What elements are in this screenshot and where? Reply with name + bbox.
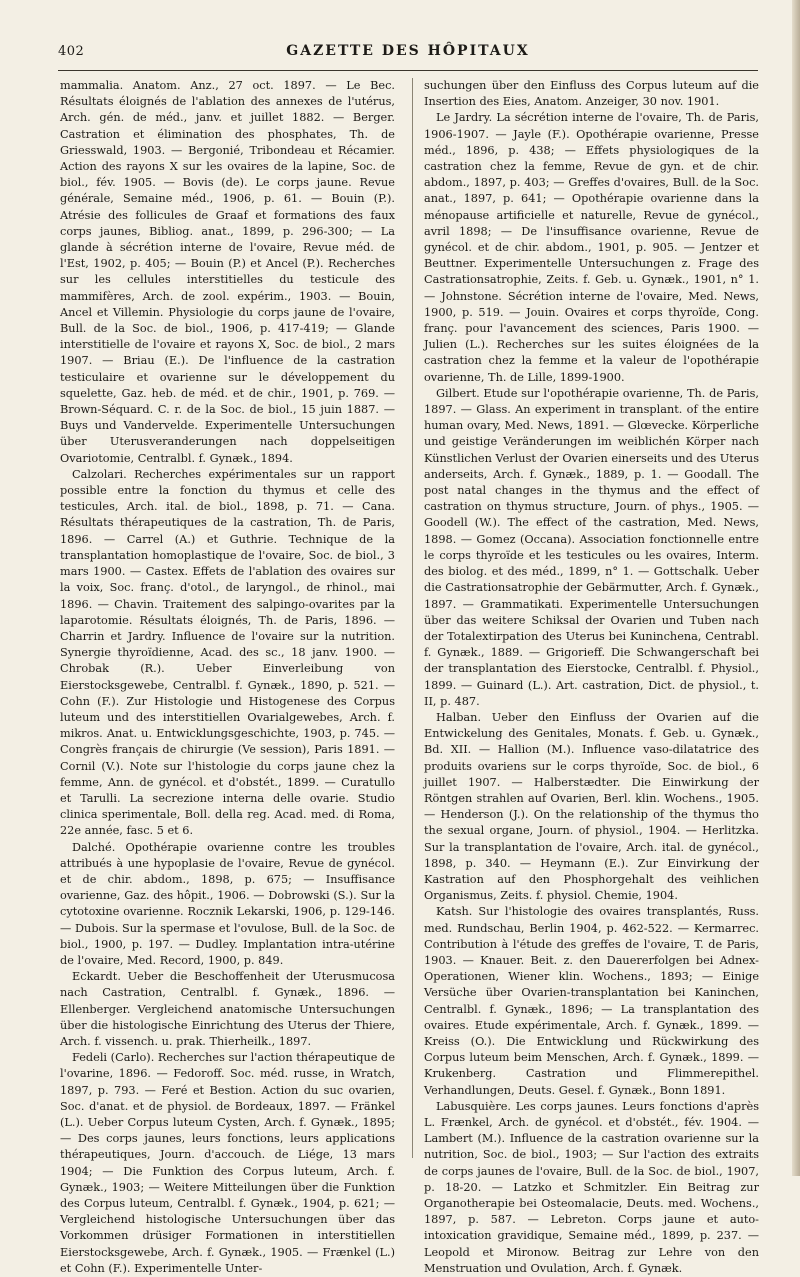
paragraph: mammalia. Anatom. Anz., 27 oct. 1897. — Le Bec. Résultats éloignés de l'ablation des annexes de l'utérus, Arch. gén. de méd., janv. et juillet 1882. — Berger. Castration et élimination des phosphates, Th. de Griesswald, 1903. — Bergonié, Tribondeau et Récamier. Action des rayons X sur les ovaires de la lapine, Soc. de biol., fév. 1905. — Bovis (de). Le corps jaune. Revue générale, Semaine méd., 1906, p. 61. — Bouin (P.). Atrésie des follicules de Graaf et formations des faux corps jaunes, Bibliog. anat., 1899, p. 296-300; — La glande à sécrétion interne de l'ovaire, Revue méd. de l'Est, 1902, p. 405; — Bouin (P.) et Ancel (P.). Recherches sur les cellules interstitielles du testicule des mammifères, Arch. de zool. expérim., 1903. — Bouin, Ancel et Villemin. Physiologie du corps jaune de l'ovaire, Bull. de la Soc. de biol., 1906, p. 417-419; — Glande interstitielle de l'ovaire et rayons X, Soc. de biol., 2 mars 1907. — Briau (E.). De l'influence de la castration testiculaire et ovarienne sur le développement du squelette, Gaz. heb. de méd. et de chir., 1901, p. 769. — Brown-Séquard. C. r. de la Soc. de biol., 15 juin 1887. — Buys und Vandervelde. Experimentelle Untersuchungen über Uterusveranderungen nach doppelseitigen Ovariotomie, Centralbl. f. Gynæk., 1894.	[60, 79, 395, 465]
page-number: 402	[58, 44, 85, 59]
paragraph: Le Jardry. La sécrétion interne de l'ovaire, Th. de Paris, 1906-1907. — Jayle (F.). Opothérapie ovarienne, Presse méd., 1896, p. 438; — Effets physiologiques de la castration chez la femme, Revue de gyn. et de chir. abdom., 1897, p. 403; — Greffes d'ovaires, Bull. de la Soc. anat., 1897, p. 641; — Opothérapie ovarienne dans la ménopause artificielle et naturelle, Revue de gynécol., avril 1898; — De l'insuffisance ovarienne, Revue de gynécol. et de chir. abdom., 1901, p. 905. — Jentzer et Beuttner. Experimentelle Untersuchungen z. Frage des Castrationsatrophie, Zeits. f. Geb. u. Gynæk., 1901, n° 1. — Johnstone. Sécrétion interne de l'ovaire, Med. News, 1900, p. 519. — Jouin. Ovaires et corps thyroïde, Cong. franç. pour l'avancement des sciences, Paris 1900. — Julien (L.). Recherches sur les suites éloignées de la castration chez la femme et la valeur de l'opothérapie ovarienne, Th. de Lille, 1899-1900.	[424, 111, 759, 384]
header-rule	[58, 70, 758, 71]
left-column	[60, 78, 395, 1275]
paragraph: suchungen über den Einfluss des Corpus luteum auf die Insertion des Eies, Anatom. Anzeiger, 30 nov. 1901.	[424, 79, 759, 109]
paragraph: Gilbert. Etude sur l'opothérapie ovarienne, Th. de Paris, 1897. — Glass. An experiment in transplant. of the entire human ovary, Med. News, 1891. — Glœvecke. Körperliche und geistige Veränderungen im weiblichén Körper nach Künstlichen Verlust der Ovarien einerseits und des Uterus anderseits, Arch. f. Gynæk., 1889, p. 1. — Goodall. The post natal changes in the thymus and the effect of castration on thymus structure, Journ. of phys., 1905. — Goodell (W.). The effect of the castration, Med. News, 1898. — Gomez (Occana). Association fonctionnelle entre le corps thyroïde et les testicules ou les ovaires, Interm. des biolog. et des méd., 1899, n° 1. — Gottschalk. Ueber die Castrationsatrophie der Gebärmutter, Arch. f. Gynæk., 1897. — Grammatikati. Experimentelle Untersuchungen über das weitere Schiksal der Ovarien und Tuben nach der Totalextirpation des Uterus bei Kuninchena, Centrabl. f. Gynæk., 1889. — Grigorieff. Die Schwangerschaft bei der transplantation des Eierstocke, Centralbl. f. Physiol., 1899. — Guinard (L.). Art. castration, Dict. de physiol., t. II, p. 487.	[424, 386, 759, 708]
paragraph: Eckardt. Ueber die Beschoffenheit der Uterusmucosa nach Castration, Centralbl. f. Gynæk., 1896. — Ellenberger. Vergleichend anatomische Untersuchungen über die histologische Einrichtung des Uterus der Thiere, Arch. f. vissench. u. prak. Thierheilk., 1897.	[60, 970, 395, 1048]
page-edge	[792, 0, 800, 1176]
paragraph: Dalché. Opothérapie ovarienne contre les troubles attribués à une hypoplasie de l'ovaire, Revue de gynécol. et de chir. abdom., 1898, p. 675; — Insuffisance ovarienne, Gaz. des hôpit., 1906. — Dobrowski (S.). Sur la cytotoxine ovarienne. Rocznik Lekarski, 1906, p. 129-146. — Dubois. Sur la spermase et l'ovulose, Bull. de la Soc. de biol., 1900, p. 197. — Dudley. Implantation intra-utérine de l'ovaire, Med. Record, 1900, p. 849.	[60, 840, 395, 967]
running-header	[58, 42, 758, 66]
right-column	[424, 78, 759, 1275]
paragraph: Katsh. Sur l'histologie des ovaires transplantés, Russ. med. Rundschau, Berlin 1904, p. 462-522. — Kermarrec. Contribution à l'étude des greffes de l'ovaire, T. de Paris, 1903. — Knauer. Beit. z. den Dauererfolgen bei Adnex-Operationen, Wiener klin. Wochens., 1893; — Einige Versüche über Ovarien-transplantation bei Kaninchen, Centralbl. f. Gynæk., 1896; — La transplantation des ovaires. Etude expérimentale, Arch. f. Gynæk., 1899. — Kreiss (O.). Die Entwicklung und Rückwirkung des Corpus luteum beim Menschen, Arch. f. Gynæk., 1899. — Krukenberg. Castration und Flimmerepithel. Verhandlungen, Deuts. Gesel. f. Gynæk., Bonn 1891.	[424, 905, 759, 1097]
paragraph: Labusquière. Les corps jaunes. Leurs fonctions d'après L. Frænkel, Arch. de gynécol. et d'obstét., fév. 1904. — Lambert (M.). Influence de la castration ovarienne sur la nutrition, Soc. de biol., 1903; — Sur l'action des extraits de corps jaunes de l'ovaire, Bull. de la Soc. de biol., 1907, p. 18-20. — Latzko et Schmitzler. Ein Beitrag zur Organotherapie bei Osteomalacie, Deuts. med. Wochens., 1897, p. 587. — Lebreton. Corps jaune et auto-intoxication gravidique, Semaine méd., 1899, p. 237. — Leopold et Mironow. Beitrag zur Lehre von den Menstruation und Ovulation, Arch. f. Gynæk.	[424, 1099, 759, 1275]
paragraph: Fedeli (Carlo). Recherches sur l'action thérapeutique de l'ovarine, 1896. — Fedoroff. Soc. méd. russe, in Wratch, 1897, p. 793. — Feré et Bestion. Action du suc ovarien, Soc. d'anat. et de physiol. de Bordeaux, 1897. — Fränkel (L.). Ueber Corpus luteum Cysten, Arch. f. Gynæk., 1895; — Des corps jaunes, leurs fonctions, leurs applications thérapeutiques, Journ. d'accouch. de Liége, 13 mars 1904; — Die Funktion des Corpus luteum, Arch. f. Gynæk., 1903; — Weitere Mitteilungen über die Funktion des Corpus luteum, Centralbl. f. Gynæk., 1904, p. 621; — Vergleichend histologische Untersuchungen über das Vorkommen drüsiger Formationen in interstitiellen Eierstocksgewebe, Arch. f. Gynæk., 1905. — Frænkel (L.) et Cohn (F.). Experimentelle Unter-	[60, 1051, 395, 1275]
journal-title: GAZETTE DES HÔPITAUX	[286, 43, 530, 59]
column-divider	[412, 78, 413, 1158]
paragraph: Halban. Ueber den Einfluss der Ovarien auf die Entwickelung des Genitales, Monats. f. Geb. u. Gynæk., Bd. XII. — Hallion (M.). Influence vaso-dilatatrice des produits ovariens sur le corps thyroïde, Soc. de biol., 6 juillet 1907. — Halberstædter. Die Einwirkung der Röntgen strahlen auf Ovarien, Berl. klin. Wochens., 1905. — Henderson (J.). On the relationship of the thymus tho the sexual organe, Journ. of physiol., 1904. — Herlitzka. Sur la transplantation de l'ovaire, Arch. ital. de gynécol., 1898, p. 340. — Heymann (E.). Zur Einvirkung der Kastration auf den Phosphorgehalt des veihlichen Organismus, Zeits. f. physiol. Chemie, 1904.	[424, 710, 759, 903]
paragraph: Calzolari. Recherches expérimentales sur un rapport possible entre la fonction du thymus et celle des testicules, Arch. ital. de biol., 1898, p. 71. — Cana. Résultats thérapeutiques de la castration, Th. de Paris, 1896. — Carrel (A.) et Guthrie. Technique de la transplantation homoplastique de l'ovaire, Soc. de biol., 3 mars 1900. — Castex. Effets de l'ablation des ovaires sur la voix, Soc. franç. d'otol., de laryngol., de rhinol., mai 1896. — Chavin. Traitement des salpingo-ovarites par la laparotomie. Résultats éloignés, Th. de Paris, 1896. — Charrin et Jardry. Influence de l'ovaire sur la nutrition. Synergie thyroïdienne, Acad. des sc., 18 janv. 1900. — Chrobak (R.). Ueber Einverleibung von Eierstocksgewebe, Centralbl. f. Gynæk., 1890, p. 521. — Cohn (F.). Zur Histologie und Histogenese des Corpus luteum und des interstitiellen Ovarialgewebes, Arch. f. mikros. Anat. u. Entwicklungsgeschichte, 1903, p. 745. — Congrès français de chirurgie (Ve session), Paris 1891. — Cornil (V.). Note sur l'histologie du corps jaune chez la femme, Ann. de gynécol. et d'obstét., 1899. — Curatullo et Tarulli. La secrezione interna delle ovarie. Studio clinica sperimentale, Boll. della reg. Acad. med. di Roma, 22e année, fasc. 5 et 6.	[60, 467, 395, 838]
